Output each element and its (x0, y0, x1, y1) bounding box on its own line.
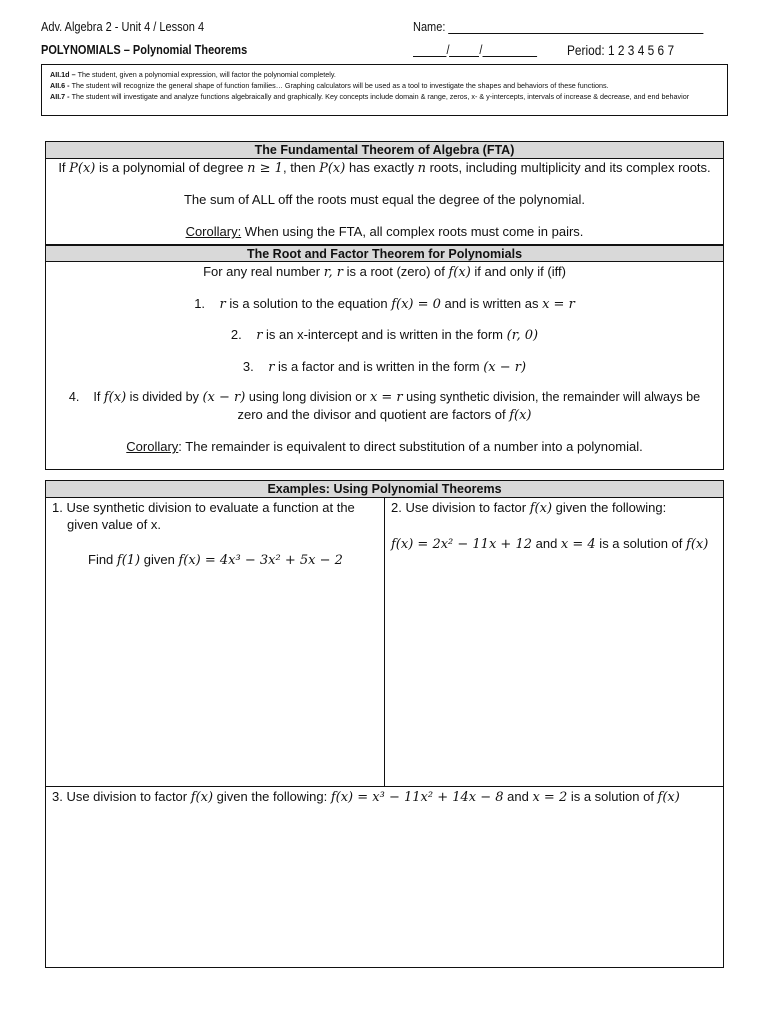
fta-statement: If P(x) is a polynomial of degree n ≥ 1, then P(x) has exactly n roots, including multiplicity and its complex roots. (58, 160, 711, 176)
standard-text: The student will recognize the general shape of function families… Graphing calculators will be used as a tool to investigate the shapes and behaviors of these functions. (71, 81, 609, 90)
example-3[interactable]: 3. Use division to factor f(x) given the following: f(x) = x³ − 11x² + 14x − 8 and x = 2 is a solution of f(x) (52, 789, 680, 805)
root-factor-corollary: Corollary: The remainder is equivalent to direct substitution of a number into a polynomial. (126, 439, 643, 454)
date-year-line[interactable] (482, 56, 537, 57)
root-factor-item-2: 2. r is an x-intercept and is written in the form (r, 0) (230, 327, 539, 343)
standard-item (50, 80, 719, 91)
example-1[interactable]: 1. Use synthetic division to evaluate a function at the given value of x. Find f(1) given f(x) = 4x³ − 3x² + 5x − 2 (52, 499, 378, 569)
fta-sum-of-roots: The sum of ALL off the roots must equal the degree of the polynomial. (183, 192, 586, 207)
root-factor-title: The Root and Factor Theorem for Polynomials (46, 245, 723, 262)
fta-corollary: Corollary: When using the FTA, all complex roots must come in pairs. (185, 224, 584, 239)
lesson-topic: POLYNOMIALS – Polynomial Theorems (41, 43, 248, 57)
standard-item (50, 69, 719, 80)
standard-text: The student will investigate and analyze functions algebraically and graphically. Key concepts include domain & range, zeros, x- & y-intercepts, intervals of increase & decrease, and end behavior (71, 92, 690, 101)
period-selector[interactable] (567, 43, 674, 58)
fta-section (45, 141, 724, 245)
date-field[interactable]: / / (413, 43, 537, 57)
period-label: Period: (567, 43, 605, 58)
date-month-line[interactable] (413, 56, 446, 57)
root-factor-intro: For any real number r, r is a root (zero) of f(x) if and only if (iff) (203, 264, 566, 280)
standard-text: The student, given a polynomial expression, will factor the polynomial completely. (77, 70, 336, 79)
examples-divider (384, 498, 385, 787)
date-day-line[interactable] (450, 56, 480, 57)
period-option-7[interactable]: 7 (667, 43, 675, 58)
period-option-1[interactable]: 1 (607, 43, 618, 58)
example-1-problem: Find f(1) given f(x) = 4x³ − 3x² + 5x − 2 (88, 552, 343, 568)
root-factor-item-4: 4. If f(x) is divided by (x − r) using long division or x = r using synthetic division, the remainder will always be (68, 390, 701, 405)
root-factor-item-4-cont: zero and the divisor and quotient are factors of f(x) (237, 407, 532, 423)
period-options[interactable] (608, 43, 674, 58)
root-factor-item-1: 1. r is a solution to the equation f(x) = 0 and is written as x = r (194, 296, 575, 312)
standard-item (50, 91, 719, 102)
example-2-problem: f(x) = 2x² − 11x + 12 and x = 4 is a solution of f(x) (391, 536, 709, 552)
standard-code: AII.6 - (50, 81, 72, 90)
course-title: Adv. Algebra 2 - Unit 4 / Lesson 4 (41, 20, 205, 34)
example-2[interactable]: 2. Use division to factor f(x) given the following: f(x) = 2x² − 11x + 12 and x = 4 is a solution of f(x) (391, 499, 721, 553)
examples-title: Examples: Using Polynomial Theorems (46, 481, 723, 498)
period-option-2[interactable]: 2 (617, 43, 628, 58)
period-option-5[interactable]: 5 (647, 43, 658, 58)
standard-code: AII.1d – (50, 70, 78, 79)
name-label: Name: (413, 20, 446, 34)
period-option-6[interactable]: 6 (657, 43, 668, 58)
fta-title: The Fundamental Theorem of Algebra (FTA) (46, 142, 723, 159)
root-factor-section (45, 244, 724, 470)
standards-box (41, 64, 728, 116)
name-line[interactable] (448, 33, 703, 34)
standard-code: AII.7 - (50, 92, 72, 101)
period-option-4[interactable]: 4 (637, 43, 648, 58)
period-option-3[interactable]: 3 (627, 43, 638, 58)
examples-row-divider (46, 786, 723, 787)
examples-section (45, 480, 724, 968)
root-factor-item-3: 3. r is a factor and is written in the form (x − r) (242, 359, 527, 375)
name-field[interactable] (413, 20, 704, 34)
